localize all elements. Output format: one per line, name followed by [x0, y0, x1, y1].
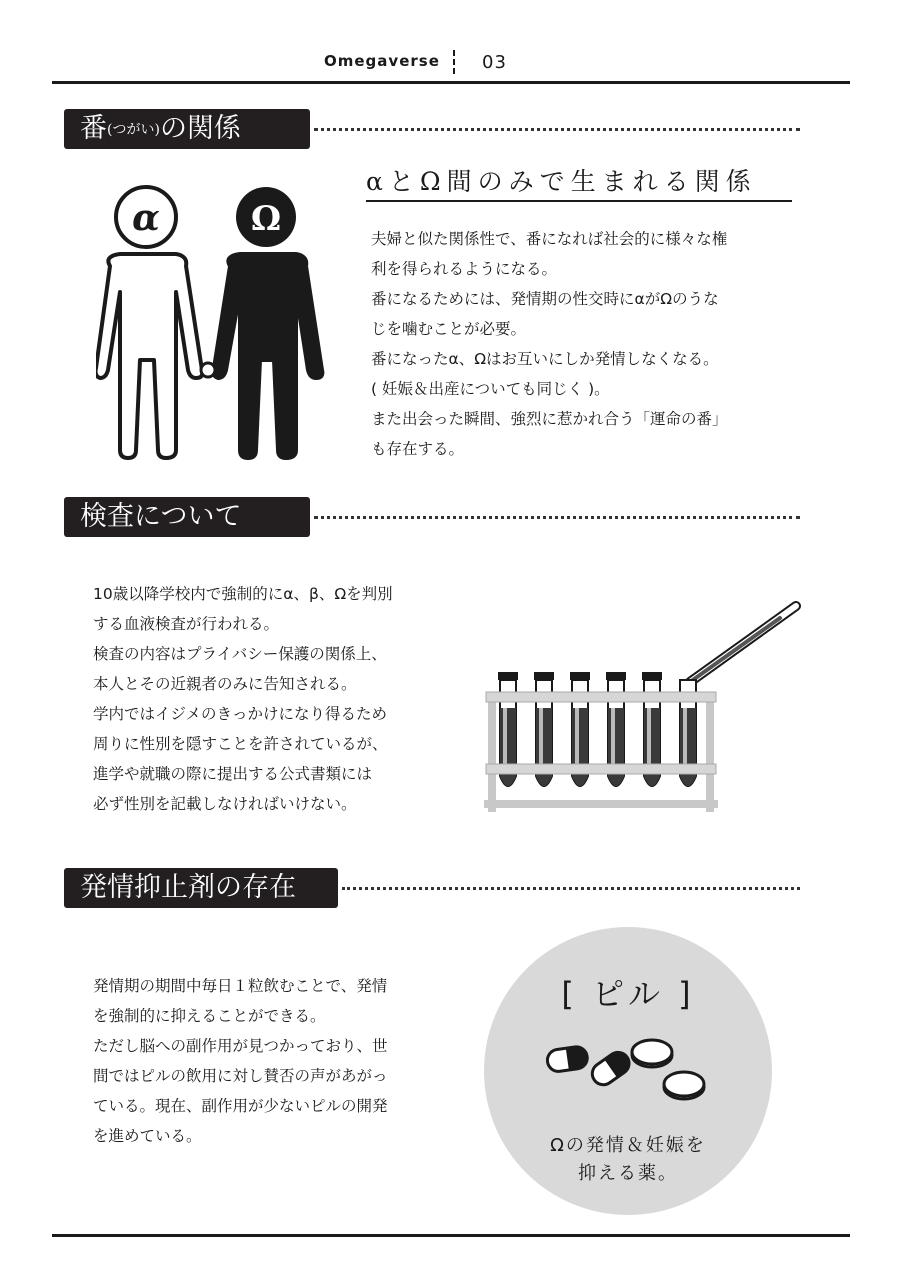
joined-hands-icon — [201, 363, 215, 377]
section-title-pair-bond — [64, 109, 310, 149]
section-dotted-rule — [342, 887, 800, 890]
page-number: 03 — [482, 52, 507, 73]
text-line: また出会った瞬間、強烈に惹かれ合う「運命の番」 — [371, 410, 728, 428]
footer-rule — [52, 1234, 850, 1237]
section-dotted-rule — [314, 128, 800, 131]
text-line: 周りに性別を隠すことを許されているが、 — [93, 735, 388, 753]
pill-card-caption: Ωの発情＆妊娠を — [550, 1135, 706, 1156]
text-line: 必ず性別を記載しなければいけない。 — [93, 795, 357, 813]
text-line: 発情期の期間中毎日１粒飲むことで、発情 — [93, 977, 388, 995]
text-line: ただし脳への副作用が見つかっており、世 — [93, 1037, 388, 1055]
alpha-person-icon — [96, 254, 202, 458]
section-title-suppressant: 発情抑止剤の存在 — [64, 868, 338, 908]
section-dotted-rule — [314, 516, 800, 519]
text-line: 利を得られるようになる。 — [371, 260, 558, 278]
text-line: 学内ではイジメのきっかけになり得るため — [93, 705, 388, 723]
text-line: 番になるためには、発情期の性交時にαがΩのうな — [371, 290, 719, 308]
tablet-icon — [632, 1040, 672, 1067]
text-line: ( 妊娠＆出産についても同じく )。 — [371, 380, 610, 398]
section-subtitle: αとΩ間のみで生まれる関係 — [366, 162, 792, 202]
text-line: 本人とその近親者のみに告知される。 — [93, 675, 357, 693]
text-line: 間ではピルの飲用に対し賛否の声があがっ — [93, 1067, 388, 1085]
text-line: 10歳以降学校内で強制的にα、β、Ωを判別 — [93, 585, 393, 603]
text-line: も存在する。 — [371, 440, 465, 458]
alpha-symbol: α — [132, 197, 160, 239]
tablet-icon — [664, 1072, 704, 1099]
text-line: を強制的に抑えることができる。 — [93, 1007, 326, 1025]
text-line: 検査の内容はプライバシー保護の関係上、 — [93, 645, 387, 663]
section-title-main: 番 — [80, 113, 107, 144]
text-line: 進学や就職の際に提出する公式書類には — [93, 765, 373, 783]
pill-card-title: [ ピル ] — [561, 975, 695, 1013]
header-divider — [453, 50, 455, 74]
text-line: 夫婦と似た関係性で、番になれば社会的に様々な権 — [371, 230, 728, 248]
section-title-rest: の関係 — [159, 113, 241, 144]
page-header — [52, 50, 850, 84]
pair-bond-description — [371, 224, 728, 464]
capsule-icon — [588, 1048, 633, 1089]
alpha-omega-figures-illustration — [96, 180, 336, 465]
pills-illustration — [540, 1037, 716, 1117]
pill-card-caption: 抑える薬。 — [578, 1163, 678, 1184]
text-line: ている。現在、副作用が少ないピルの開発 — [93, 1097, 388, 1115]
examination-description — [93, 579, 393, 819]
text-line: する血液検査が行われる。 — [93, 615, 280, 633]
omega-person-icon — [214, 254, 323, 458]
test-tube-rack-illustration — [484, 598, 804, 816]
pill-info-card — [484, 927, 772, 1215]
suppressant-description — [93, 971, 388, 1151]
section-title-examination: 検査について — [64, 497, 310, 537]
text-line: を進めている。 — [93, 1127, 202, 1145]
brand-title: Omegaverse — [324, 52, 440, 70]
text-line: じを噛むことが必要。 — [371, 320, 527, 338]
section-title-reading: (つがい) — [107, 122, 160, 138]
text-line: 番になったα、Ωはお互いにしか発情しなくなる。 — [371, 350, 719, 368]
capsule-icon — [546, 1045, 589, 1072]
omega-symbol: Ω — [250, 199, 282, 239]
